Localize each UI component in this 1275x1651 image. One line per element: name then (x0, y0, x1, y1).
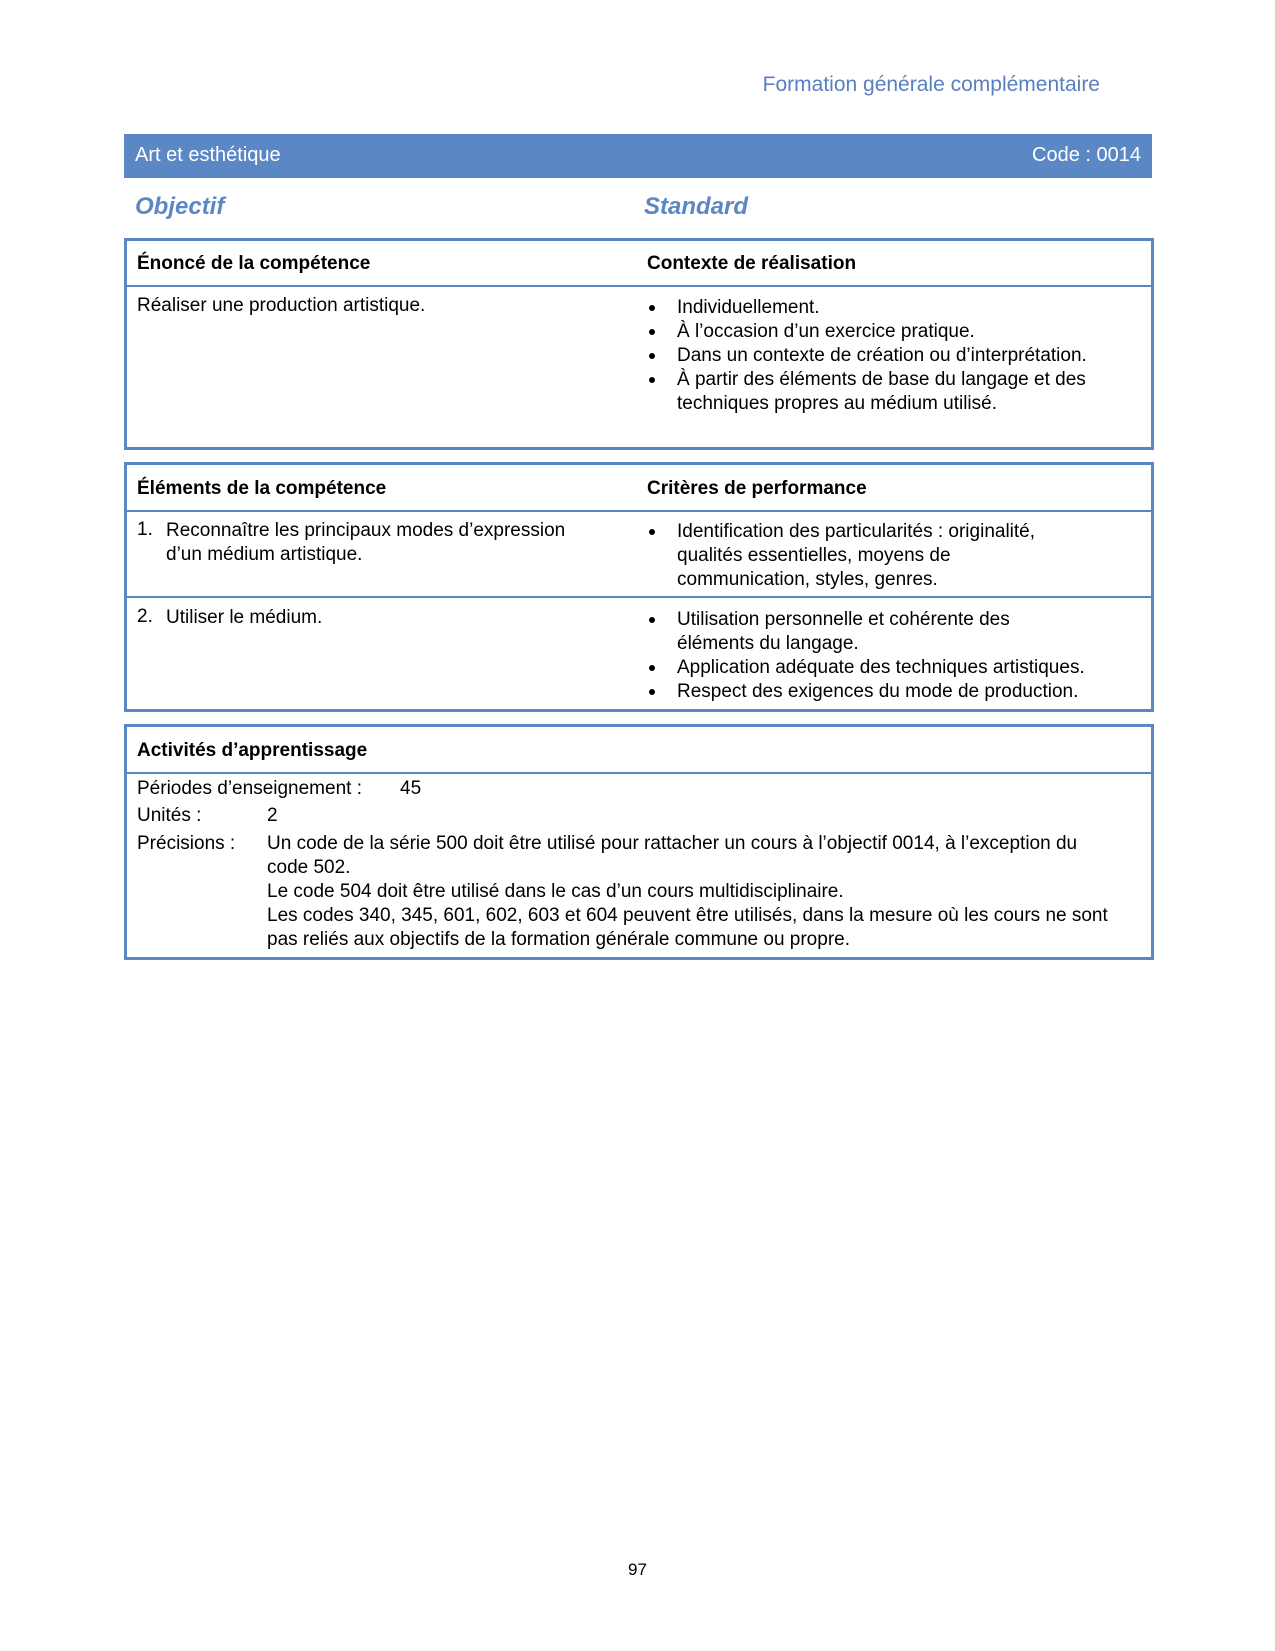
objective-code: Code : 0014 (1032, 144, 1141, 166)
divider (127, 596, 1151, 598)
divider (127, 772, 1151, 774)
competence-statement: Réaliser une production artistique. (137, 295, 426, 316)
element-number: 2. (137, 606, 153, 627)
context-heading: Contexte de réalisation (647, 253, 857, 274)
criteria-heading: Critères de performance (647, 478, 867, 499)
list-item: Identification des particularités : originalité, qualités essentielles, moyens de communication, styles, genres. (647, 520, 1072, 592)
detail-paragraph: Les codes 340, 345, 601, 602, 603 et 604 peuvent être utilisés, dans la mesure où les cours ne sont pas reliés aux objectifs de la formation générale commune ou propre. (267, 905, 1108, 950)
list-item: Application adéquate des techniques artistiques. (647, 656, 1127, 680)
context-list (647, 296, 1117, 416)
page-number: 97 (628, 1560, 647, 1579)
list-item: Respect des exigences du mode de production. (647, 680, 1127, 704)
divider (127, 510, 1151, 512)
detail-paragraph: Le code 504 doit être utilisé dans le cas d’un cours multidisciplinaire. (267, 881, 844, 902)
units-label: Unités : (137, 805, 202, 826)
objective-heading: Objectif (135, 193, 225, 220)
list-item: À partir des éléments de base du langage et des techniques propres au médium utilisé. (647, 368, 1117, 416)
elements-box (124, 462, 1154, 712)
periods-value: 45 (400, 778, 422, 799)
units-value: 2 (267, 805, 278, 826)
elements-heading: Éléments de la compétence (137, 478, 387, 499)
details-label: Précisions : (137, 833, 236, 854)
statement-heading: Énoncé de la compétence (137, 253, 371, 274)
list-item: Individuellement. (647, 296, 1117, 320)
detail-paragraph: Un code de la série 500 doit être utilisé pour rattacher un cours à l’objectif 0014, à l’exception du code 502. (267, 833, 1078, 878)
periods-label: Périodes d’enseignement : (137, 778, 362, 799)
element-text: Utiliser le médium. (166, 607, 323, 628)
divider (127, 285, 1151, 287)
list-item: Dans un contexte de création ou d’interprétation. (647, 344, 1117, 368)
element-number: 1. (137, 519, 153, 540)
element-text: Reconnaître les principaux modes d’expression d’un médium artistique. (166, 520, 566, 565)
activities-box (124, 724, 1154, 960)
title-bar (124, 134, 1152, 178)
criteria-list (647, 520, 1072, 592)
criteria-list (647, 608, 1127, 704)
subject-title: Art et esthétique (135, 144, 281, 166)
section-header: Formation générale complémentaire (762, 73, 1100, 96)
details-text (267, 832, 1117, 952)
activities-heading: Activités d’apprentissage (137, 740, 368, 761)
competence-box (124, 238, 1154, 450)
list-item: Utilisation personnelle et cohérente des éléments du langage. (647, 608, 1057, 656)
list-item: À l’occasion d’un exercice pratique. (647, 320, 1117, 344)
standard-heading: Standard (644, 193, 749, 220)
